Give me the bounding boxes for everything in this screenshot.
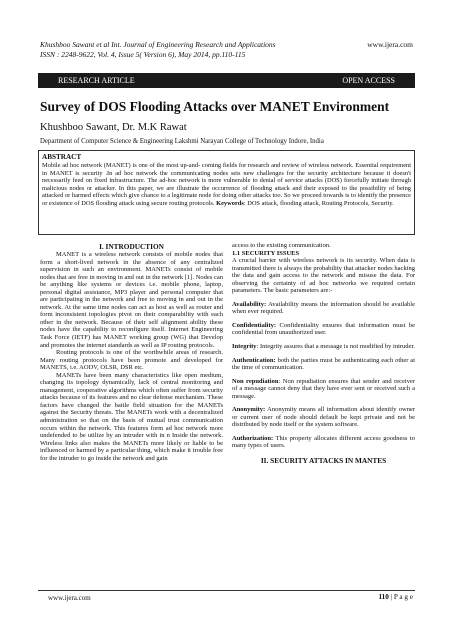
page-number xyxy=(378,593,413,602)
parameter-term: Availability: xyxy=(232,300,267,308)
security-parameter-item xyxy=(232,322,415,337)
page-number-value: 110 xyxy=(378,593,389,601)
parameter-term: Authorization: xyxy=(232,434,274,442)
header-website-link[interactable]: www.ijera.com xyxy=(367,40,413,49)
security-parameter-item xyxy=(232,343,415,351)
parameter-term: Authentication: xyxy=(232,356,276,364)
security-parameter-item xyxy=(232,357,415,372)
parameter-description: both the parties must be authenticating each other at the time of communication. xyxy=(232,356,415,372)
parameter-description: : Integrity assures that a message is not modified by intruder. xyxy=(256,343,415,351)
page-label: | P a g e xyxy=(388,593,413,601)
parameter-term: Anonymity: xyxy=(232,406,266,414)
paper-title: Survey of DOS Flooding Attacks over MANET Environment xyxy=(40,99,390,114)
right-column xyxy=(232,242,415,587)
parameter-term: Non repudiation xyxy=(232,377,279,385)
footer-website-link[interactable]: www.ijera.com xyxy=(48,594,91,602)
author-affiliation: Department of Computer Science & Engineering Lakshmi Narayan College of Technology Indore, India xyxy=(40,138,324,145)
keywords-label: Keywords xyxy=(216,199,244,207)
continued-paragraph: access to the existing communication. xyxy=(232,242,331,249)
parameter-term: Confidentiality: xyxy=(232,321,277,329)
section-heading-security-attacks: II. SECURITY ATTACKS IN MANTES xyxy=(260,456,387,466)
parameter-description: Confidentiality ensures that information must be confidential from unauthorized user. xyxy=(232,321,415,337)
open-access-label: OPEN ACCESS xyxy=(342,76,395,85)
parameter-description: Anonymity means all information about identify owner or current user of node should default be kept private and not be distributed by node itself or the system software. xyxy=(232,406,415,429)
parameter-description: This property allocates different access goodness to many types of users. xyxy=(232,434,415,450)
security-issues-paragraph: A crucial barrier with wireless network is its security. When data is transmitted there is always the probability that attacker nodes hacking the data and gain access to the network and misuse the data. For observing the certainty of ad hoc networks we required certain parameters. The basic parameters are:- xyxy=(232,257,415,295)
paper-authors: Khushboo Sawant, Dr. M.K Rawat xyxy=(40,122,187,133)
security-parameter-item xyxy=(232,301,415,316)
intro-paragraph: MANETs have been many characteristics like open medium, changing its topology dynamically, lack of central monitoring and management, cooperative algorithms which often suffer from security attacks because of its features and no clear defense mechanism. These factors have changed the battle field situation for the MANETs against the Security threats. The MANETs work with a decentralized administration so that on the basis of mutual trust communication occurs within the network. This features form ad hoc network more undefended to be utilize by an intruder with in n Inside the network. Wireless links also makes the MANETs more likely or liable to be influenced or harmed by a particular thing, which make it trouble free for the intruder to go inside the network and gain xyxy=(40,371,223,462)
article-type-band xyxy=(38,73,415,88)
section-heading-introduction: I. INTRODUCTION xyxy=(99,242,164,251)
journal-citation: Khushboo Sawant et al Int. Journal of Engineering Research and Applications xyxy=(40,40,276,49)
abstract-text: Mobile ad hoc network (MANET) is one of the most up-and- coming fields for research and review of wireless network. Essential requirement in MANET is security .In ad hoc network the communicating nodes sets new challenges for the security architecture because it doesn't necessarily feed on fixed infrastructure. The ad-hoc network is more vulnerable to denial of service attacks (DOS) forcefully initiate through malicious nodes or attacker. In this paper, we are illustrate the occurrence of flooding attack and their exposed to the possibility of being attacked or harmed effects which give chance to a legitimate node for doing other attacks too. So we proceed towards is to identify the presence or existence of DOS flooding attack using secure routing protocols. xyxy=(42,162,411,207)
abstract-box xyxy=(38,150,415,235)
parameter-description: : Non repudiation ensures that sender and receiver of a message cannot deny that they have ever sent or received such a message. xyxy=(232,377,415,400)
left-column xyxy=(40,242,223,587)
journal-issn: ISSN : 2248-9622, Vol. 4, Issue 5( Version 6), May 2014, pp.110-115 xyxy=(40,50,246,59)
security-parameter-item xyxy=(232,435,415,450)
intro-paragraph: MANET is a wireless network consists of mobile nodes that form a short-lived network in the absence of any centralized supervision in such an environment. MANETs consist of mobile nodes that are free in moving in and out in the network [1]. Nodes can be anything like systems or devices i.e. mobile phone, laptop, personal digital assistance, MP3 player and personal computer that are participating in the network and free to moving in and out in the network. At the same time nodes can act as host as well as router and form inconsistent topologies pivot on their comparability with each other in the network. Because of their self alignment ability these nodes have the capability to reconfigure itself. Internet Engineering Task Force (IETF) has MANET working group (WG) that Develop and promotes the internet standards as well as IP routing protocols. xyxy=(40,251,223,349)
subsection-heading-security-issues: 1.1 SECURITY ISSUES xyxy=(232,249,300,257)
keywords-text: : DOS attack, flooding attack, Routing Protocols, Security. xyxy=(243,199,394,207)
abstract-heading: ABSTRACT xyxy=(42,153,82,161)
intro-paragraph: Routing protocols is one of the worthwhile areas of research. Many routing protocols have been promote and developed for MANETS, i.e. AODV, OLSR, DSR etc. xyxy=(40,349,223,372)
footer-divider xyxy=(38,590,415,591)
security-parameter-item xyxy=(232,378,415,401)
parameter-term: Integrity xyxy=(232,343,257,351)
research-article-label: RESEARCH ARTICLE xyxy=(58,76,135,85)
journal-header xyxy=(40,40,340,60)
parameter-description: Availability means the information should be available when ever required. xyxy=(232,300,415,316)
security-parameter-item xyxy=(232,406,415,429)
